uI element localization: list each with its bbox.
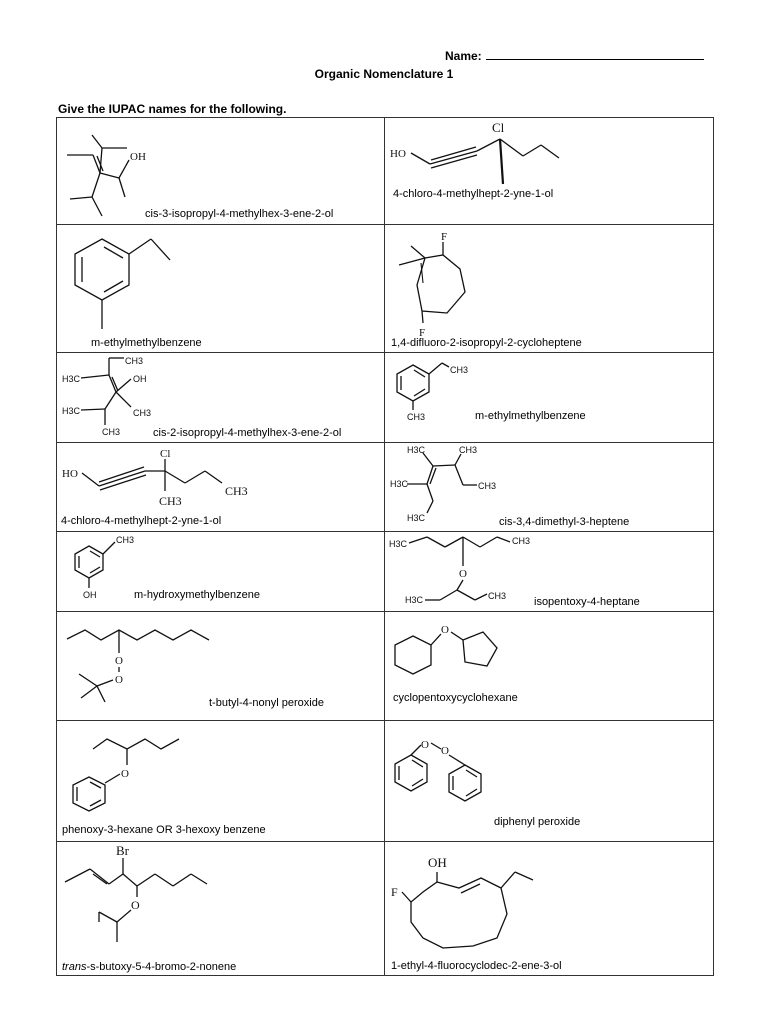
- problem-cell: [57, 443, 385, 532]
- name-field: [445, 48, 704, 63]
- name-blank-line: [486, 48, 704, 60]
- label-ch3: CH3: [102, 427, 121, 437]
- problem-cell: [385, 225, 714, 353]
- structure-drawing: [57, 721, 385, 841]
- label-oh: OH: [428, 855, 447, 870]
- problem-cell: [57, 353, 385, 443]
- label-h3c: H3C: [407, 513, 426, 523]
- answer-text: cis-2-isopropyl-4-methylhex-3-ene-2-ol: [153, 427, 342, 439]
- label-ch3: CH3: [225, 484, 248, 498]
- label-h3c: H3C: [389, 539, 408, 549]
- answer-text: m-ethylmethylbenzene: [475, 410, 586, 422]
- label-ch3: CH3: [459, 445, 478, 455]
- structure-drawing: [385, 353, 714, 442]
- label-ho: HO: [390, 148, 406, 160]
- instructions: Give the IUPAC names for the following.: [58, 102, 287, 116]
- label-o: O: [459, 568, 467, 580]
- structure-drawing: [57, 842, 385, 975]
- label-f-top: F: [441, 231, 448, 243]
- label-h3c: H3C: [405, 595, 424, 605]
- table-row: [57, 353, 714, 443]
- problem-cell: [57, 612, 385, 721]
- label-oh: OH: [130, 151, 146, 163]
- page-title: Organic Nomenclature 1: [314, 67, 454, 81]
- label-h3c: H3C: [62, 406, 81, 416]
- structure-drawing: [385, 118, 714, 224]
- problem-cell: [57, 721, 385, 842]
- label-o: O: [441, 624, 449, 636]
- structure-drawing: [385, 225, 714, 352]
- table-row: [57, 721, 714, 842]
- problem-cell: [57, 532, 385, 612]
- problem-cell: [57, 225, 385, 353]
- structure-drawing: [57, 225, 385, 352]
- answer-text: m-ethylmethylbenzene: [91, 337, 202, 349]
- problem-cell: [385, 443, 714, 532]
- label-o: O: [121, 768, 129, 780]
- label-o: O: [421, 739, 429, 751]
- answer-text: [62, 961, 236, 973]
- answer-text: cis-3-isopropyl-4-methylhex-3-ene-2-ol: [145, 208, 334, 220]
- label-ch3: CH3: [478, 481, 497, 491]
- answer-text: 1-ethyl-4-fluorocyclodec-2-ene-3-ol: [391, 960, 562, 972]
- answer-text: phenoxy-3-hexane OR 3-hexoxy benzene: [62, 824, 266, 836]
- table-row: [57, 443, 714, 532]
- answer-text: 4-chloro-4-methylhept-2-yne-1-ol: [393, 188, 554, 200]
- problem-cell: [385, 532, 714, 612]
- problem-cell: [57, 118, 385, 225]
- label-ch3: CH3: [125, 356, 144, 366]
- label-h3c: H3C: [390, 479, 409, 489]
- label-h3c: H3C: [407, 445, 426, 455]
- answer-rest: -s-butoxy-5-4-bromo-2-nonene: [86, 961, 237, 973]
- label-o: O: [441, 745, 449, 757]
- label-ch3: CH3: [116, 535, 135, 545]
- label-o: O: [115, 674, 123, 686]
- label-ch3: CH3: [133, 408, 152, 418]
- label-o: O: [115, 655, 123, 667]
- label-cl: Cl: [492, 120, 505, 135]
- problem-cell: [385, 721, 714, 842]
- structure-drawing: [385, 842, 714, 975]
- label-ch3: CH3: [407, 412, 426, 422]
- label-ho: HO: [62, 468, 78, 480]
- answer-text: isopentoxy-4-heptane: [534, 596, 640, 608]
- label-cl: Cl: [160, 448, 171, 460]
- answer-text: diphenyl peroxide: [494, 816, 581, 828]
- problem-grid: [56, 117, 714, 976]
- label-f: F: [391, 885, 398, 899]
- problem-cell: [57, 842, 385, 976]
- answer-text: 1,4-difluoro-2-isopropyl-2-cycloheptene: [391, 337, 582, 349]
- label-ch3: CH3: [450, 365, 469, 375]
- table-row: [57, 118, 714, 225]
- answer-text: t-butyl-4-nonyl peroxide: [209, 697, 324, 709]
- table-row: [57, 225, 714, 353]
- table-row: [57, 532, 714, 612]
- answer-text: m-hydroxymethylbenzene: [134, 589, 260, 601]
- label-oh: OH: [83, 590, 97, 600]
- answer-text: 4-chloro-4-methylhept-2-yne-1-ol: [61, 515, 222, 527]
- problem-cell: [385, 842, 714, 976]
- label-ch3: CH3: [512, 536, 531, 546]
- label-ch3: CH3: [159, 494, 182, 508]
- problem-cell: [385, 612, 714, 721]
- answer-text: cyclopentoxycyclohexane: [393, 692, 518, 704]
- answer-text: cis-3,4-dimethyl-3-heptene: [499, 516, 630, 528]
- label-f-bottom: F: [419, 327, 426, 339]
- label-br: Br: [116, 843, 129, 858]
- label-o: O: [131, 898, 140, 912]
- problem-cell: [385, 118, 714, 225]
- label-ch3: CH3: [488, 591, 507, 601]
- table-row: [57, 842, 714, 976]
- name-label: Name:: [445, 49, 482, 63]
- problem-cell: [385, 353, 714, 443]
- table-row: [57, 612, 714, 721]
- answer-prefix: trans: [62, 961, 87, 973]
- label-oh: OH: [133, 374, 147, 384]
- label-h3c: H3C: [62, 374, 81, 384]
